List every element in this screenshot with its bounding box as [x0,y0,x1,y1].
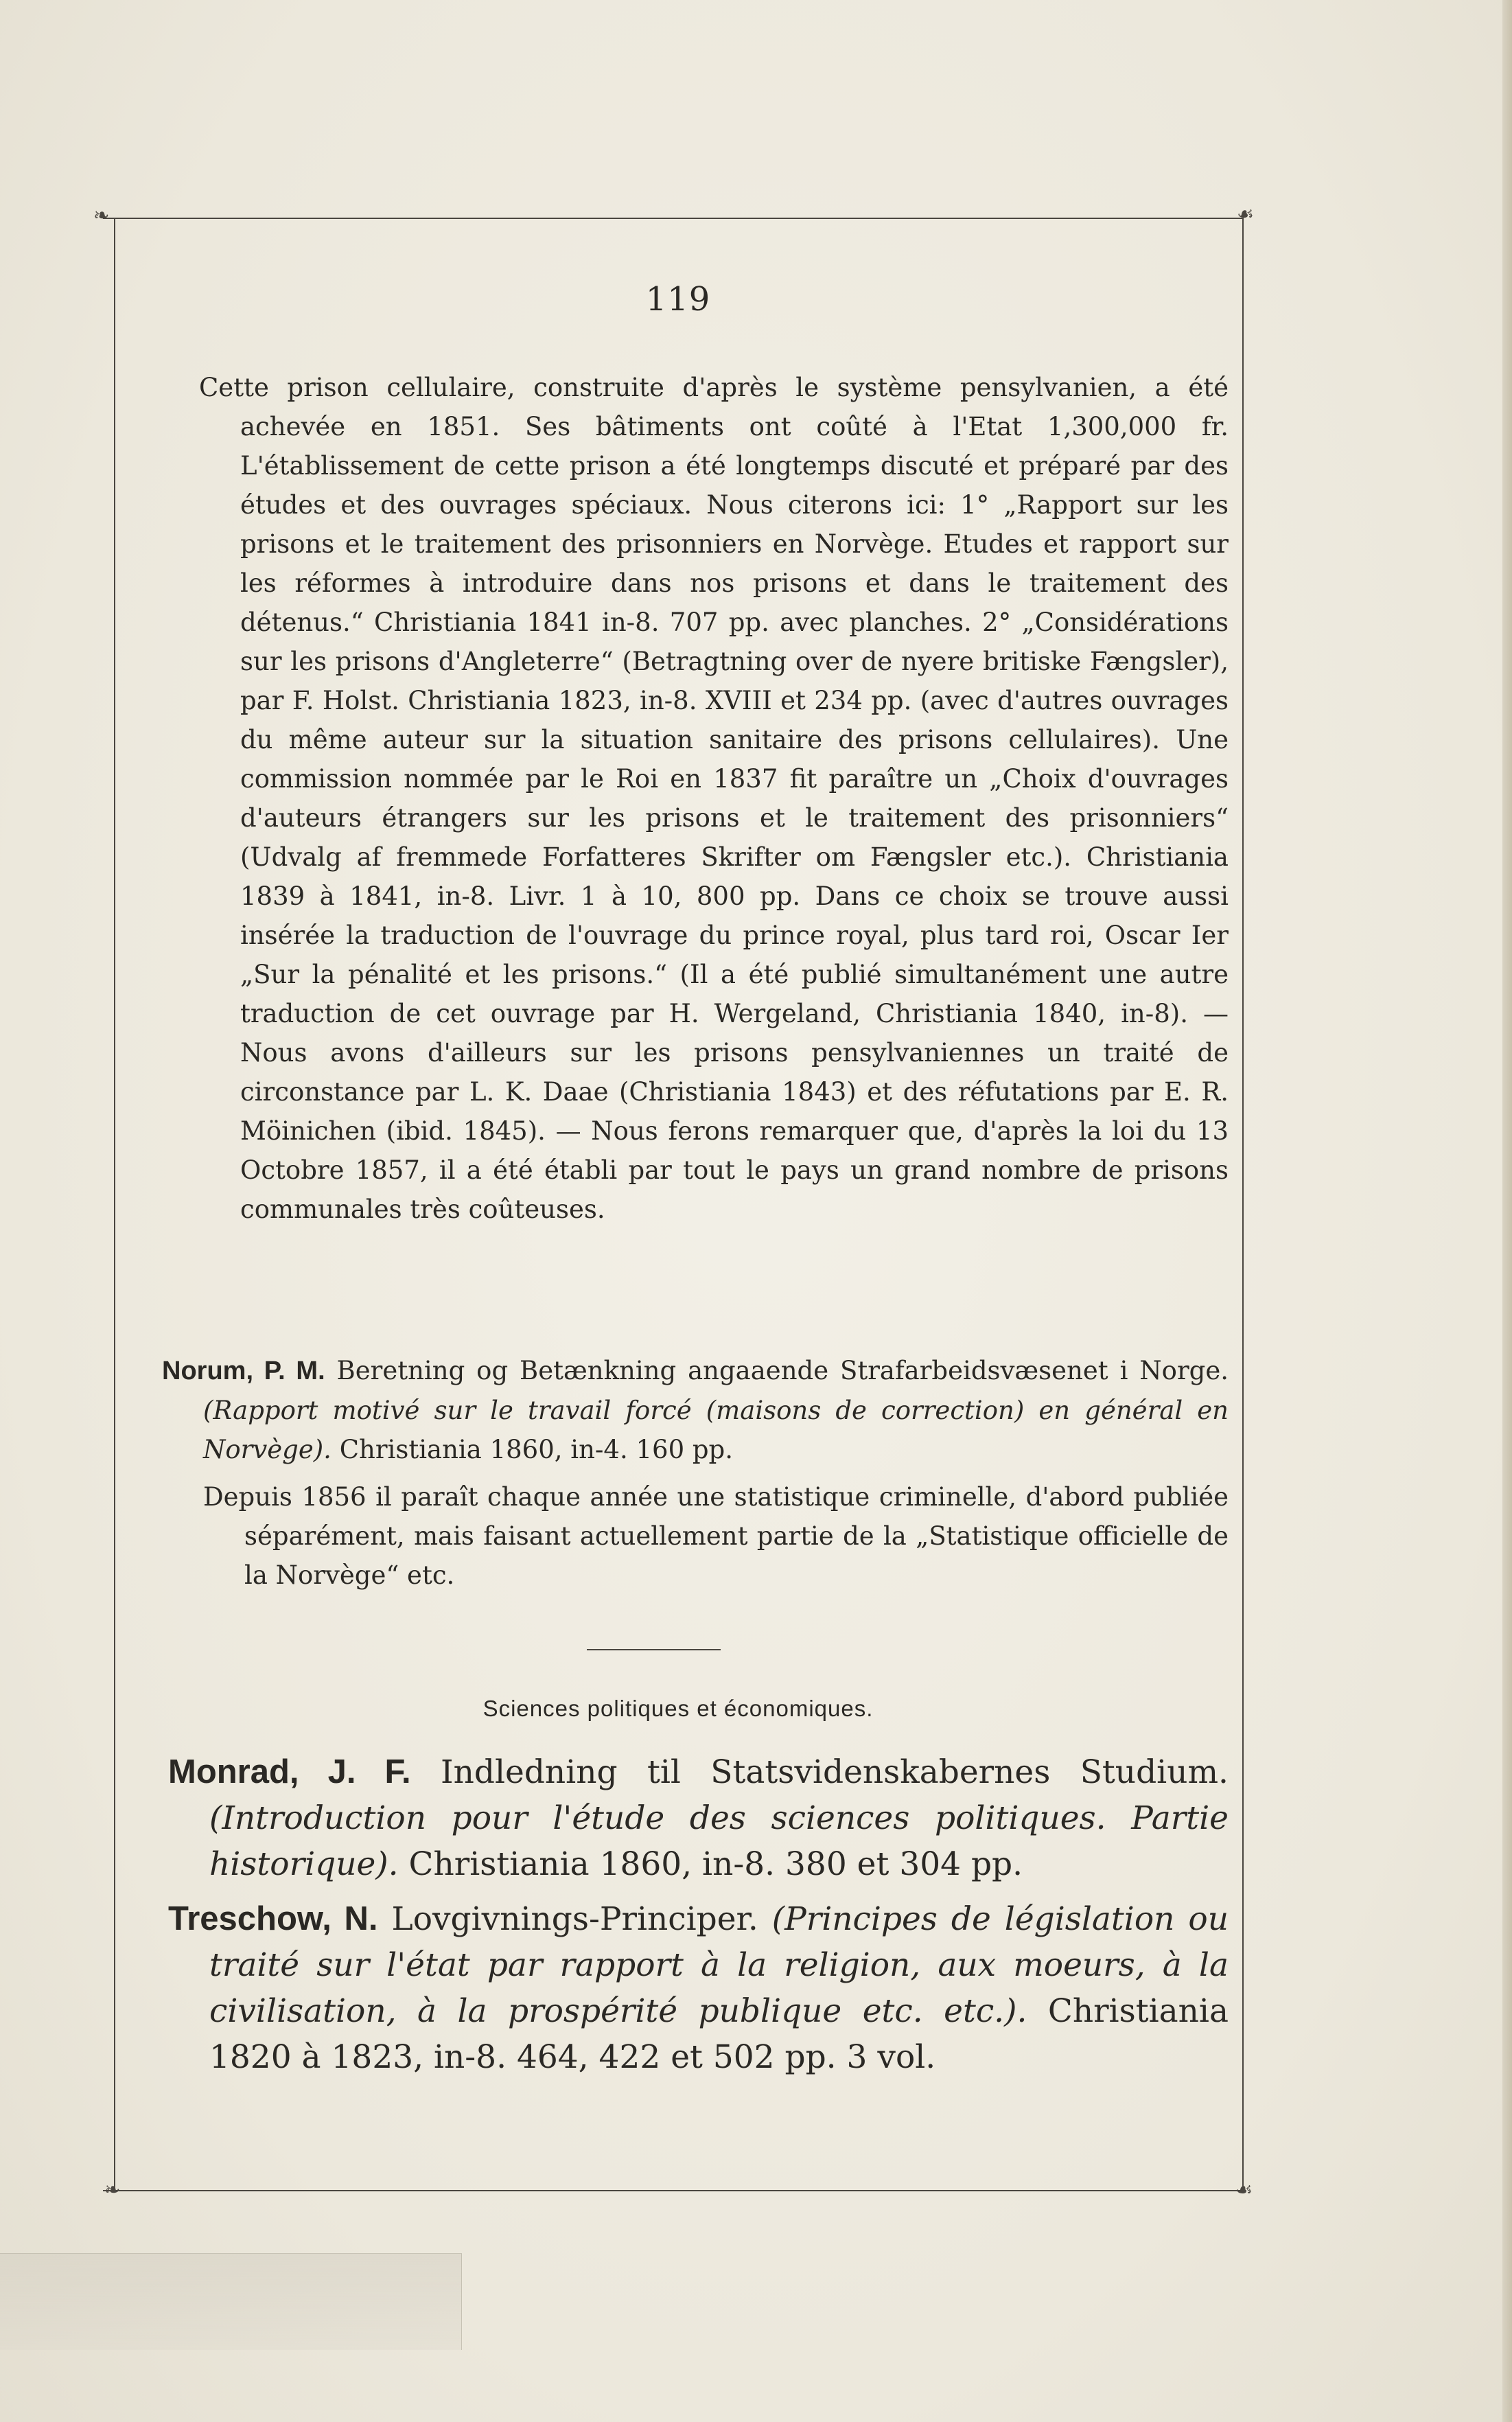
entry-imprint: Christiania 1820 à 1823, in-8. 464, 422 et 502 pp. 3 vol. [209,1992,1229,2076]
entry-imprint: Christiania 1860, in-8. 380 et 304 pp. [408,1845,1023,1883]
bibliography-entry-monrad [168,1749,1229,1887]
frame-ornament-icon: ☙ [1237,203,1255,225]
entry-author: Monrad, J. F. [168,1753,411,1790]
bibliography-entry-norum [162,1351,1229,1469]
entry-author: Treschow, N. [168,1900,378,1937]
entry-title: Beretning og Betænkning angaaende Strafarbeidsvæsenet i Norge. [336,1356,1229,1385]
entry-author: Norum, P. M. [162,1357,325,1385]
frame-left-rule [114,218,115,2190]
intro-paragraph: Cette prison cellulaire, construite d'après le système pensylvanien, a été achevée en 1851. Ses bâtiments ont coûté à l'Etat 1,300,000 fr. L'établissement de cette prison a été longtemps discuté et préparé par des études et des ouvrages spéciaux. Nous citerons ici: 1° „Rapport sur les prisons et le traitement des prisonniers en Norvège. Etudes et rapport sur les réformes à introduire dans nos prisons et dans le traitement des détenus.“ Christiania 1841 in-8. 707 pp. avec planches. 2° „Considérations sur les prisons d'Angleterre“ (Betragtning over de nyere britiske Fængsler), par F. Holst. Christiania 1823, in-8. XVIII et 234 pp. (avec d'autres ouvrages du même auteur sur la situation sanitaire des prisons cellulaires). Une commission nommée par le Roi en 1837 fit paraître un „Choix d'ouvrages d'auteurs étrangers sur les prisons et le traitement des prisonniers“ (Udvalg af fremmede Forfatteres Skrifter om Fængsler etc.). Christiania 1839 à 1841, in-8. Livr. 1 à 10, 800 pp. Dans ce choix se trouve aussi insérée la traduction de l'ouvrage du prince royal, plus tard roi, Oscar Ier „Sur la pénalité et les prisons.“ (Il a été publié simultanément une autre traduction de cet ouvrage par H. Wergeland, Christiania 1840, in-8). — Nous avons d'ailleurs sur les prisons pensylvaniennes un traité de circonstance par L. K. Daae (Christiania 1843) et des réfutations par E. R. Möinichen (ibid. 1845). — Nous ferons remarquer que, d'après la loi du 13 Octobre 1857, il a été établi par tout le pays un grand nombre de prisons communales très coûteuses. [199,373,1229,1224]
entry-translation: (Rapport motivé sur le travail forcé (maisons de correction) en général en Norvège). [203,1396,1229,1464]
entry-translation: (Introduction pour l'étude des sciences politiques. Partie historique). [209,1799,1229,1883]
page-edge [1502,0,1512,2422]
entry-title: Lovgivnings-Principer. [391,1900,758,1938]
entry-title: Indledning til Statsvidenskabernes Studium. [441,1753,1229,1791]
frame-ornament-icon: ☙ [1235,2178,1253,2201]
statistics-note: Depuis 1856 il paraît chaque année une statistique criminelle, d'abord publiée séparément, mais faisant actuellement partie de la „Statistique officielle de la Norvège“ etc. [203,1482,1229,1590]
frame-right-rule [1242,218,1244,2190]
entry-imprint: Christiania 1860, in-4. 160 pp. [339,1435,734,1464]
section-title: Sciences politiques et économiques. [482,1696,874,1721]
frame-ornament-icon: ❧ [104,2178,121,2201]
page-number: 119 [645,280,711,319]
frame-bottom-rule [103,2190,1242,2191]
paper-stain [0,2253,462,2350]
bibliography-entry-treschow [168,1896,1229,2080]
section-divider [587,1649,721,1650]
entry-translation: (Principes de législation ou traité sur l'état par rapport à la religion, aux moeurs, à la civilisation, à la prospérité publique etc. etc.). [209,1900,1229,2030]
frame-top-rule [103,218,1242,219]
frame-ornament-icon: ❧ [93,204,110,227]
